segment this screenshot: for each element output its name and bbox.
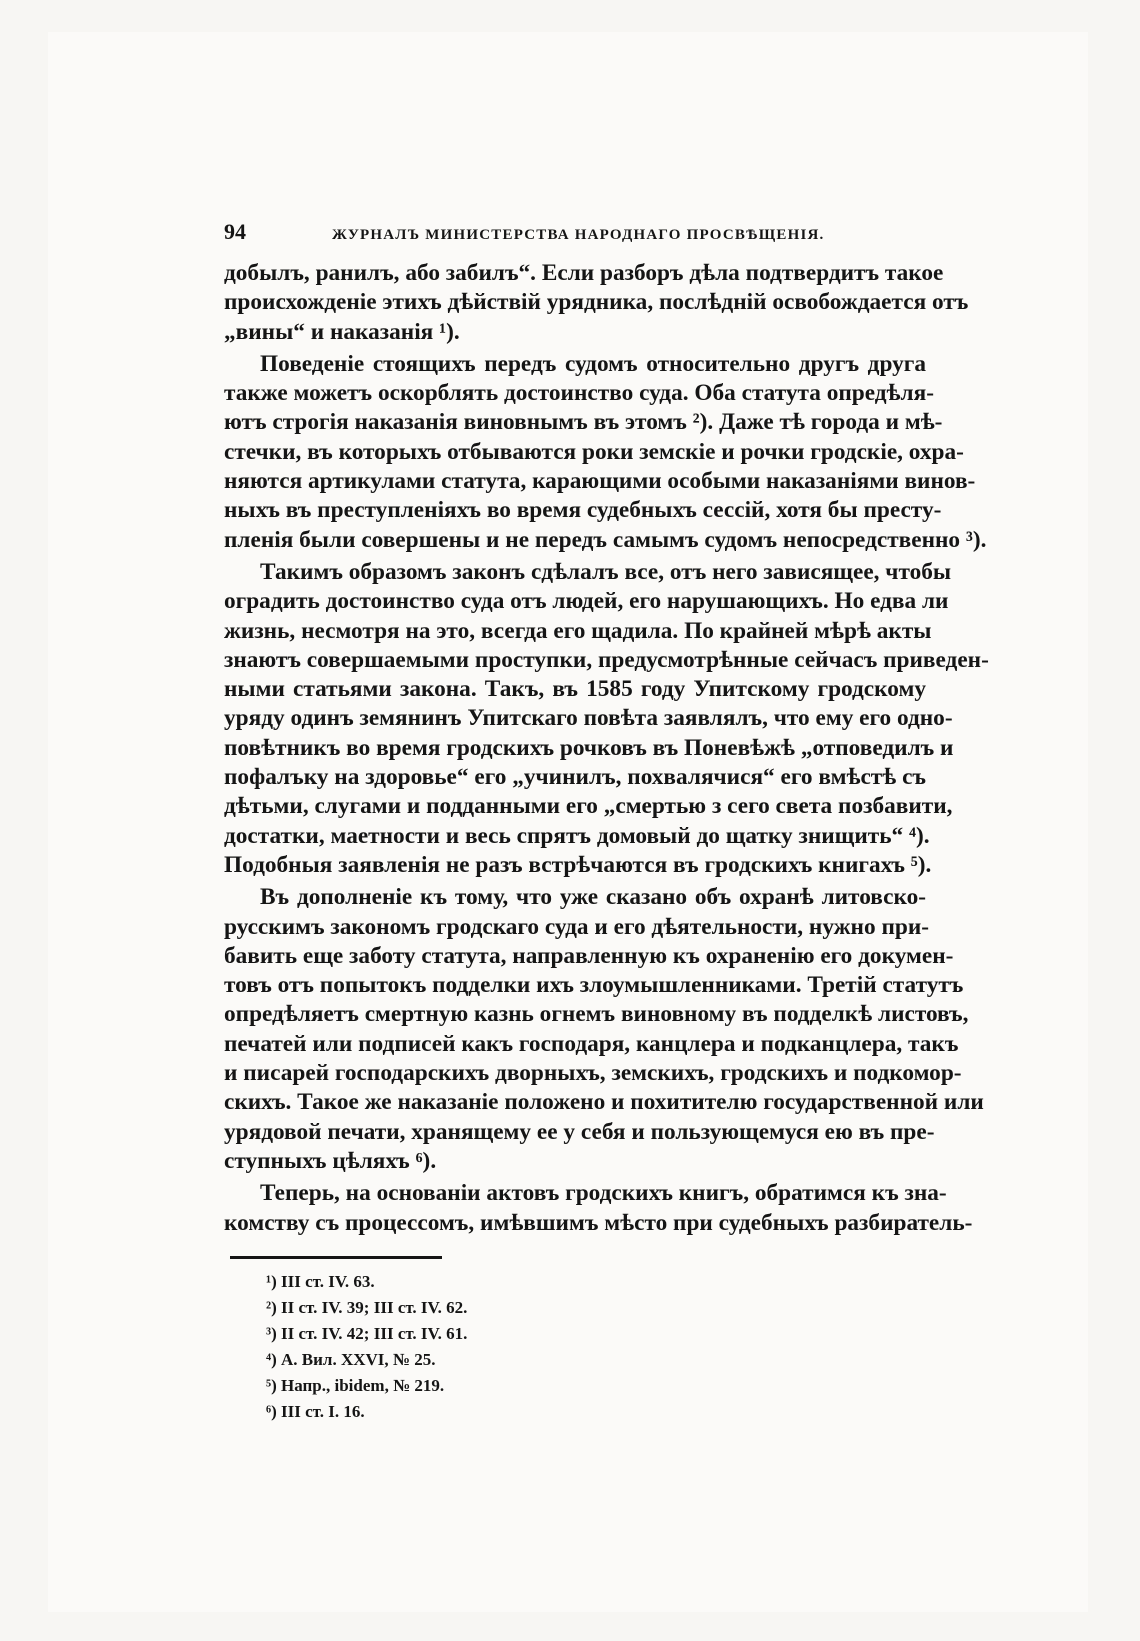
text-line: оградить достоинство суда отъ людей, его нарушающихъ. Но едва ли xyxy=(224,588,949,615)
text-line: опредѣляетъ смертную казнь огнемъ виновному въ подделкѣ листовъ, xyxy=(224,1001,969,1028)
text-line: ступныхъ цѣляхъ ⁶). xyxy=(224,1147,437,1174)
paragraph-4 xyxy=(224,883,984,1176)
text-line: и писарей господарскихъ дворныхъ, земскихъ, гродскихъ и подкомор- xyxy=(224,1060,962,1087)
footnote: ³) II ст. IV. 42; III ст. IV. 61. xyxy=(266,1323,468,1343)
footnote: ¹) III ст. IV. 63. xyxy=(266,1271,375,1291)
text-line: Въ дополненіе къ тому, что уже сказано объ охранѣ литовско- xyxy=(260,884,926,911)
text-line: Такимъ образомъ законъ сдѣлалъ все, отъ него зависящее, чтобы xyxy=(260,558,952,585)
text-line: происхожденіе этихъ дѣйствій урядника, послѣдній освобождается отъ xyxy=(224,289,969,316)
document-body xyxy=(224,219,989,1425)
text-line: няются артикулами статута, карающими особыми наказаніями винов- xyxy=(224,468,976,495)
footnote: ⁶) III ст. I. 16. xyxy=(266,1401,365,1421)
paragraph-1 xyxy=(224,259,969,347)
text-line: печатей или подписей какъ господаря, канцлера и подканцлера, такъ xyxy=(224,1030,959,1057)
text-line: уряду одинъ земянинъ Упитскаго повѣта заявлялъ, что ему его одно- xyxy=(224,705,953,732)
text-line: дѣтьми, слугами и подданными его „смертью з сего света позбавити, xyxy=(224,793,953,820)
footnote-divider xyxy=(230,1256,442,1259)
page-number: 94 xyxy=(224,219,246,244)
text-line: ныхъ въ преступленіяхъ во время судебныхъ сессій, хотя бы престу- xyxy=(224,497,942,524)
text-line: скихъ. Такое же наказаніе положено и похитителю государственной или xyxy=(224,1089,984,1116)
footnote: ⁴) А. Вил. XXVI, № 25. xyxy=(266,1349,436,1369)
journal-title: ЖУРНАЛЪ МИНИСТЕРСТВА НАРОДНАГО ПРОСВѢЩЕНІЯ. xyxy=(332,227,825,243)
text-line: товъ отъ попытокъ подделки ихъ злоумышленниками. Третій статутъ xyxy=(224,972,964,999)
paragraph-2 xyxy=(224,350,987,555)
text-line: комству съ процессомъ, имѣвшимъ мѣсто при судебныхъ разбиратель- xyxy=(224,1209,973,1236)
text-line: урядовой печати, хранящему ее у себя и пользующемуся ею въ пре- xyxy=(224,1118,935,1145)
text-line: Поведеніе стоящихъ передъ судомъ относительно другъ друга xyxy=(260,350,926,377)
text-line: пленія были совершены и не передъ самымъ судомъ непосредственно ³). xyxy=(224,526,987,553)
footnote: ²) II ст. IV. 39; III ст. IV. 62. xyxy=(266,1297,468,1317)
text-line: русскимъ закономъ гродскаго суда и его дѣятельности, нужно при- xyxy=(224,913,930,940)
text-line: знаютъ совершаемыми проступки, предусмотрѣнные сейчасъ приведен- xyxy=(224,646,989,673)
text-line: достатки, маетности и весь спрятъ домовый до щатку знищить“ ⁴). xyxy=(224,822,930,849)
text-line: добылъ, ранилъ, або забилъ“. Если разборъ дѣла подтвердитъ такое xyxy=(224,260,944,286)
text-line: „вины“ и наказанія ¹). xyxy=(224,318,460,345)
text-line: бавить еще заботу статута, направленную къ охраненію его докумен- xyxy=(224,942,954,969)
text-line: жизнь, несмотря на это, всегда его щадила. По крайней мѣрѣ акты xyxy=(224,617,932,644)
text-line: пофалъку на здоровье“ его „учинилъ, похвалячися“ его вмѣстѣ съ xyxy=(224,764,926,791)
paragraph-5 xyxy=(224,1179,973,1238)
text-line: ютъ строгія наказанія виновнымъ въ этомъ ²). Даже тѣ города и мѣ- xyxy=(224,409,943,436)
footnotes xyxy=(266,1269,926,1425)
footnote: ⁵) Напр., ibidem, № 219. xyxy=(266,1375,445,1395)
running-head xyxy=(224,219,926,249)
text-line: стечки, въ которыхъ отбываются роки земскіе и рочки гродскіе, охра- xyxy=(224,438,964,465)
text-line: повѣтникъ во время гродскихъ рочковъ въ Поневѣжѣ „отповедилъ и xyxy=(224,734,954,761)
text-line: также можетъ оскорблять достоинство суда. Оба статута опредѣля- xyxy=(224,380,934,407)
text-line: Теперь, на основаніи актовъ гродскихъ книгъ, обратимся къ зна- xyxy=(260,1180,947,1207)
text-line: ными статьями закона. Такъ, въ 1585 году Упитскому гродскому xyxy=(224,676,926,703)
paragraph-3 xyxy=(224,558,989,880)
text-line: Подобныя заявленія не разъ встрѣчаются въ гродскихъ книгахъ ⁵). xyxy=(224,851,932,878)
